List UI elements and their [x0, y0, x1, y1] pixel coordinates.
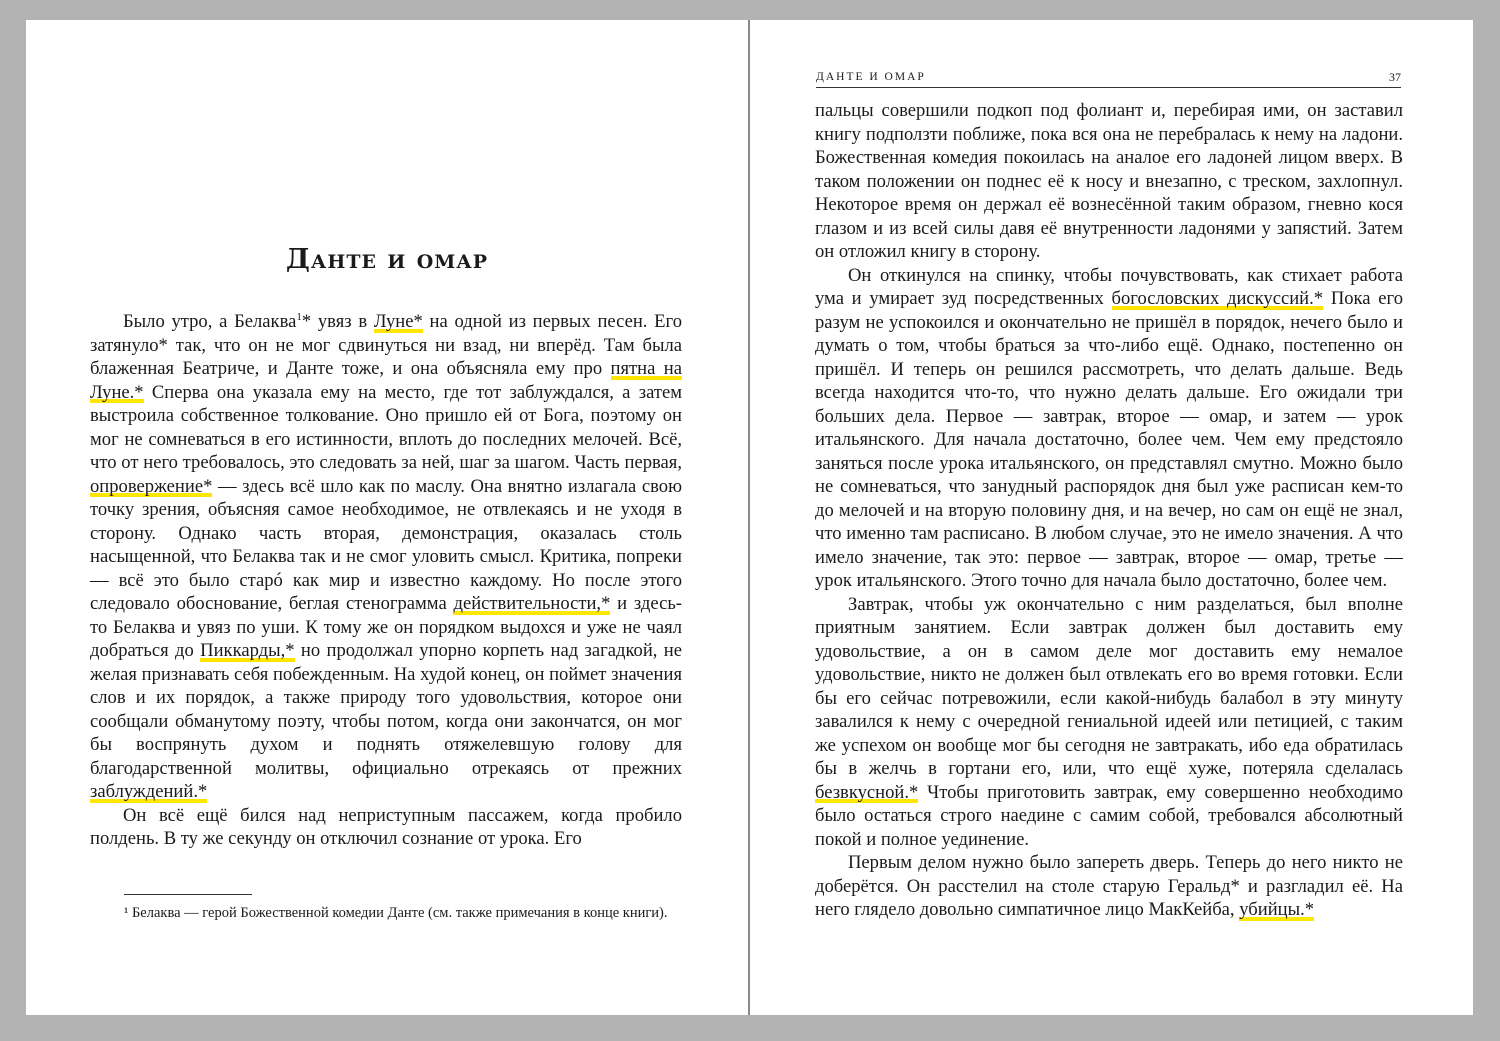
paragraph	[90, 310, 682, 804]
text-run: но продолжал упорно корпеть над загадкой, не желая признавать себя побежденным. На худой конец, он поймет значения слов и их порядок, а также природу того удовольствия, которое они сообщали обманутому поэту, чтобы потом, когда они закончатся, он мог бы воспрянуть духом и поднять отяжелевшую голову для благодарственной молитвы, официально отрекаясь от прежних	[90, 640, 682, 779]
left-body-text	[90, 310, 682, 851]
text-run: Он всё ещё бился над неприступным пассажем, когда пробило полдень. В ту же секунду он отключил сознание от урока. Его	[90, 804, 682, 849]
right-body-text	[815, 99, 1403, 922]
text-run: * увяз в	[301, 311, 374, 332]
highlighted-term: действительности,*	[453, 593, 611, 614]
text-run: Пока его разум не успокоился и окончательно не пришёл в порядок, нечего было и думать о том, чтобы браться за что-либо ещё. Однако, постепенно он пришёл. И теперь он решился рассмотреть, что делать дальше. Ведь всегда находится что-то, что нужно делать дальше. Его ожидали три больших дела. Первое — завтрак, второе — омар, и затем — урок итальянского. Для начала достаточно, более чем. Чем ему предстояло заняться после урока итальянского, он представлял смутно. Можно было не сомневаться, что занудный распорядок дня был уже расписан кем-то до мелочей и на вторую половину дня, и на вечер, но сам он ещё не знал, что именно там расписано. В любом случае, это не имело значения. А что имело значение, так это: первое — завтрак, второе — омар, третье — урок итальянского. Этого точно для начала было достаточно, более чем.	[815, 288, 1404, 591]
highlighted-term: пятна на Луне.*	[90, 358, 682, 403]
highlighted-term: безвкусной.*	[815, 781, 919, 803]
running-head-title: ДАНТЕ И ОМАР	[816, 71, 926, 83]
right-page	[750, 20, 1473, 1015]
highlighted-term: убийцы.*	[1239, 899, 1315, 920]
text-run: Первым делом нужно было запереть дверь. Теперь до него никто не доберётся. Он расстелил на столе старую Геральд* и разгладил её. На него глядело довольно симпатичное лицо МакКейба,	[815, 852, 1403, 920]
highlighted-term: заблуждений.*	[90, 781, 208, 802]
highlighted-term: Пиккарды,*	[200, 640, 295, 661]
text-run: Он откинулся на спинку, чтобы почувствовать, как стихает работа ума и умирает зуд посредственных	[815, 264, 1403, 309]
footnote-reference: 1	[296, 310, 302, 323]
left-page	[26, 20, 748, 1015]
running-head	[816, 71, 1401, 88]
text-run: на одной из первых песен. Его затянуло* так, что он не мог сдвинуться ни взад, ни вперёд. Там была блаженная Беатриче, и Данте тоже, и она объясняла ему про	[90, 311, 682, 379]
chapter-title: Данте и омар	[285, 244, 489, 275]
highlighted-term: опровержение*	[90, 475, 213, 497]
footnote: ¹ Белаква — герой Божественной комедии Данте (см. также примечания в конце книги).	[124, 905, 668, 921]
text-run: и здесь-то Белаква и увяз по уши. К тому же он порядком выдохся и уже не чаял добраться до	[90, 593, 682, 661]
text-run: пальцы совершили подкоп под фолиант и, перебирая ими, он заставил книгу подползти поближе, пока вся она не перебралась к нему на ладони. Божественная комедия покоилась на аналое его ладоней лицом вверх. В таком положении он поднес её к носу и внезапно, с треском, захлопнул. Некоторое время он держал её вознесённой таким образом, гневно кося глазом и из всей силы давя её внутренности ладонями у запястий. Затем он отложил книгу в сторону.	[815, 100, 1403, 262]
footnote-divider	[124, 894, 252, 895]
paragraph	[815, 99, 1403, 264]
page-number: 37	[1389, 70, 1401, 84]
highlighted-term: богословских дискуссий.*	[1111, 288, 1324, 309]
paragraph	[90, 804, 682, 851]
text-run: Было утро, а Белаква	[123, 311, 297, 332]
text-run: Завтрак, чтобы уж окончательно с ним разделаться, был вполне приятным занятием. Если завтрак должен был доставить ему удовольствие, а он в самом деле мог доставить ему немалое удовольствие, никто не должен был отвлекать его во время готовки. Если бы его сейчас потревожили, если какой-нибудь балабол в эту минуту завалился к нему с очередной гениальной идеей или петицией, с таким же успехом он вообще мог бы сегодня не завтракать, ибо еда обратилась бы в желчь в гортани его, или, что ещё хуже, потеряла сделалась	[815, 593, 1403, 779]
paragraph	[815, 264, 1403, 593]
paragraph	[815, 851, 1403, 922]
text-run: Чтобы приготовить завтрак, ему совершенно необходимо было остаться строго наедине с самим собой, требовался абсолютный покой и полное уединение.	[815, 781, 1403, 850]
paragraph	[815, 593, 1403, 852]
highlighted-term: Луне*	[373, 311, 423, 332]
text-run: — здесь всё шло как по маслу. Она внятно излагала свою точку зрения, объясняя самое необходимое, не отвлекаясь и не уходя в сторону. Однако часть вторая, демонстрация, оказалась столь насыщенной, что Белаква так и не смог уловить смысл. Критика, попреки — всё это было старó как мир и известно каждому. Но после этого следовало обоснование, беглая стенограмма	[90, 475, 682, 614]
text-run: Сперва она указала ему на место, где тот заблуждался, а затем выстроила собственное толкование. Оно пришло ей от Бога, поэтому он мог не сомневаться в его истинности, вплоть до последних мелочей. Всё, что от него требовалось, это следовать за ней, шаг за шагом. Часть первая,	[90, 381, 682, 473]
